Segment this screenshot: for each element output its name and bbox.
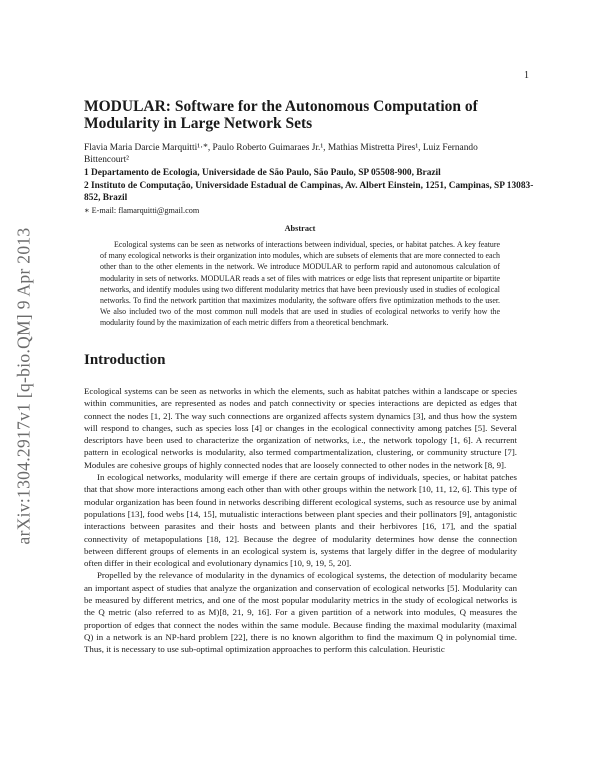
arxiv-identifier <box>13 176 35 596</box>
page-number: 1 <box>524 70 529 81</box>
paper-title: MODULAR: Software for the Autonomous Computation of Modularity in Large Network Sets <box>84 98 478 132</box>
corresponding-email: ∗ E-mail: flamarquitti@gmail.com <box>84 206 200 215</box>
affiliation-2: 2 Instituto de Computação, Universidade Estadual de Campinas, Av. Albert Einstein, 1251, Campinas, SP 13083-852, Brazil <box>84 181 534 203</box>
affiliation-1: 1 Departamento de Ecologia, Universidade de São Paulo, São Paulo, SP 05508-900, Brazil <box>84 168 441 178</box>
body-paragraph: Propelled by the relevance of modularity in the dynamics of ecological systems, the detection of modularity became an important aspect of studies that analyze the organization and conservation of ecological networks [5]. Modularity can be measured by different metrics, and one of the most popular modularity metrics in the study of ecological networks is the Q metric (also referred to as M)[8, 21, 9, 16]. For a given partition of a network into modules, Q measures the proportion of edges that connect the nodes within the same module. Because finding the maximal modularity (maximal Q) in a network is an NP-hard problem [22], there is no known algorithm to find the maximum Q in polynomial time. Thus, it is necessary to use sub-optimal optimization approaches to perform this calculation. Heuristic <box>84 570 517 655</box>
author-list: Flavia Maria Darcie Marquitti¹·*, Paulo Roberto Guimaraes Jr.¹, Mathias Mistretta Pires¹, Luiz Fernando Bittencourt² <box>84 143 478 165</box>
arxiv-identifier-text: arXiv:1304.2917v1 [q-bio.QM] 9 Apr 2013 <box>13 227 34 545</box>
abstract-heading: Abstract <box>284 224 316 233</box>
body-paragraph: In ecological networks, modularity will emerge if there are certain groups of individuals, species, or habitat patches that that show more interactions among each other than with other groups within the network [10, 11, 12, 6]. This type of modular organization has been found in networks describing different ecological systems, such as resource use by animal populations [13], food webs [14, 15], mutualistic interactions between plant species and their pollinators [9], antagonistic interactions between parasites and their hosts and between plants and their herbivores [16, 17], and the spatial connectivity of metapopulations [18, 12]. Because the degree of modularity determines how dense the connection between different groups of elements in an ecological system is, systems that largely differ in the degree of modularity often differ in their ecological and evolutionary dynamics [10, 9, 19, 5, 20]. <box>84 472 517 569</box>
introduction-body <box>84 385 517 656</box>
section-heading-introduction: Introduction <box>84 352 166 368</box>
body-paragraph: Ecological systems can be seen as networks in which the elements, such as habitat patches within a landscape or species within communities, are represented as nodes and patch connectivity or species interactions are depicted as edges that connect the nodes [1, 2]. The way such connections are organized affects system dynamics [3], and thus how the system will respond to changes, such as species loss [4] or changes in the ecological connectivity among patches [5]. Several descriptors have been used to characterize the organization of networks, i.e., the network topology [1, 6]. A recurrent pattern in ecological networks is modularity, also termed compartmentalization, clustering, or community structure [7]. Modules are cohesive groups of highly connected nodes that are loosely connected to other nodes in the network [8, 9]. <box>84 386 517 470</box>
abstract-text: Ecological systems can be seen as networks of interactions between individual, species, or habitat patches. A key feature of many ecological networks is their organization into modules, which are subsets of elements that are more connected to each other than to the other elements in the network. We introduce MODULAR to perform rapid and autonomous calculation of modularity in sets of networks. MODULAR reads a set of files with matrices or edge lists that represent unipartite or bipartite networks, and identify modules using two different modularity metrics that have been previously used in studies of ecological networks. To find the network partition that maximizes modularity, the software offers five optimization methods to the user. We also included two of the most common null models that are used in studies of ecological networks to verify how the modularity found by the maximization of each metric differs from a theoretical benchmark. <box>100 240 500 328</box>
